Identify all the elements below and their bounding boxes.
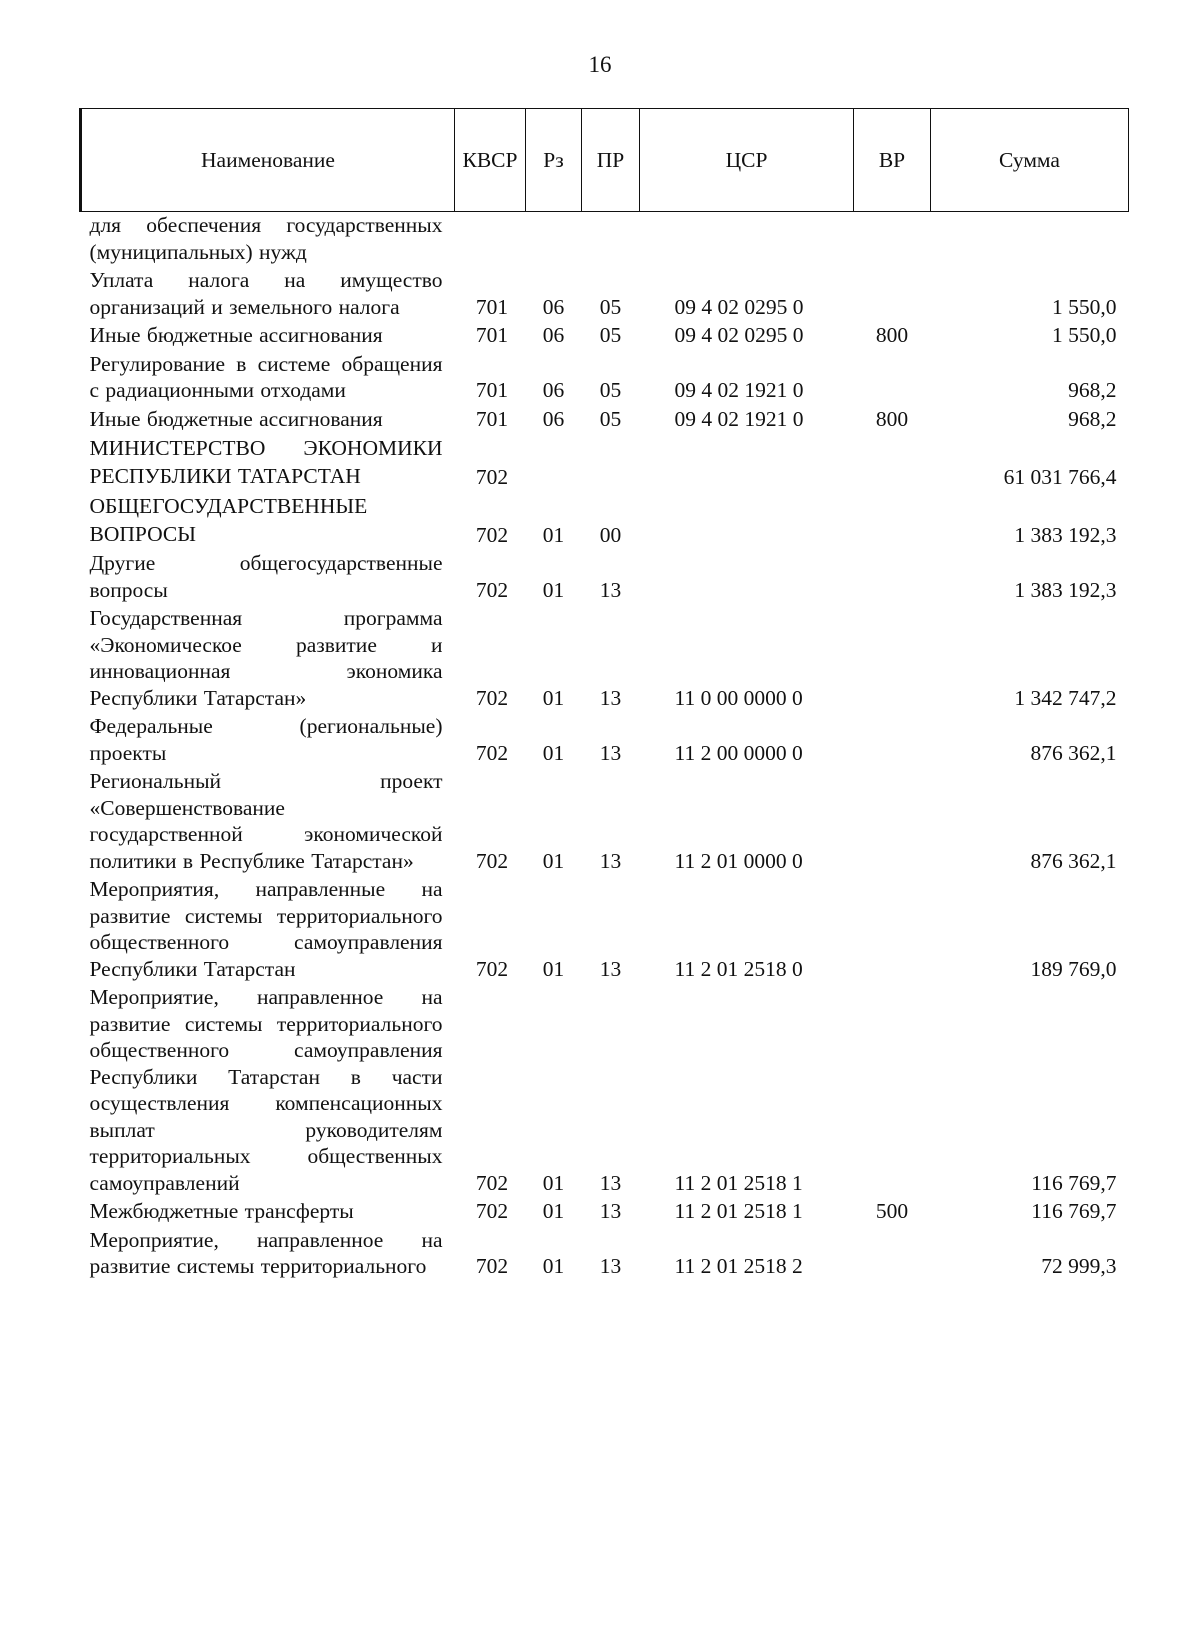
table-row xyxy=(81,322,1129,351)
cell-sum: 1 550,0 xyxy=(1052,323,1117,347)
cell-csr: 11 2 01 2518 1 xyxy=(674,1199,803,1223)
page-number: 16 xyxy=(588,52,612,77)
cell-rz: 06 xyxy=(542,378,565,402)
cell-pr: 00 xyxy=(599,522,622,547)
cell-rz: 01 xyxy=(542,740,565,765)
cell-name: Иные бюджетные ассигнования xyxy=(89,406,383,431)
cell-pr: 13 xyxy=(599,848,622,873)
cell-name: Межбюджетные трансферты xyxy=(89,1199,354,1223)
cell-csr xyxy=(640,550,854,605)
cell-rz: 01 xyxy=(542,522,565,547)
table-row xyxy=(81,212,1129,268)
cell-vr xyxy=(854,550,931,605)
cell-sum: 1 383 192,3 xyxy=(1014,577,1117,602)
cell-name: для обеспечения государственных (муниципальных) нужд xyxy=(89,213,443,264)
cell-sum: 876 362,1 xyxy=(1030,740,1117,765)
cell-csr xyxy=(640,434,854,492)
table-body xyxy=(81,212,1129,1282)
cell-pr: 05 xyxy=(599,323,622,347)
cell-kvsr: 702 xyxy=(475,1199,509,1223)
cell-csr xyxy=(640,492,854,550)
cell-pr: 13 xyxy=(599,1170,622,1195)
cell-vr: 500 xyxy=(875,1199,909,1223)
cell-vr xyxy=(854,876,931,984)
cell-vr xyxy=(854,713,931,768)
cell-vr: 800 xyxy=(875,323,909,347)
cell-kvsr: 701 xyxy=(475,378,509,402)
cell-name: Федеральные (региональные) проекты xyxy=(89,714,443,765)
cell-kvsr: 702 xyxy=(475,1254,509,1278)
cell-name: Мероприятие, направленное на развитие системы территориального общественного самоуправления Республики Татарстан в части осуществления компенсационных выплат руководителям территориальных общественных самоуправлений xyxy=(89,985,443,1195)
cell-pr xyxy=(582,212,640,268)
cell-csr: 09 4 02 0295 0 xyxy=(674,323,804,347)
cell-kvsr: 702 xyxy=(475,740,509,765)
cell-name: Государственная программа «Экономическое развитие и инновационная экономика Республики Татарстан» xyxy=(89,606,443,710)
cell-kvsr: 701 xyxy=(475,323,509,347)
cell-vr xyxy=(854,351,931,406)
cell-csr: 11 2 00 0000 0 xyxy=(674,740,803,765)
header-sum: Сумма xyxy=(931,109,1129,212)
cell-vr xyxy=(854,1227,931,1282)
cell-sum: 72 999,3 xyxy=(1041,1254,1117,1278)
table-row xyxy=(81,351,1129,406)
table-row xyxy=(81,550,1129,605)
cell-sum: 968,2 xyxy=(1068,378,1117,402)
cell-name: Мероприятия, направленные на развитие системы территориального общественного самоуправления Республики Татарстан xyxy=(89,877,443,981)
cell-sum: 116 769,7 xyxy=(1031,1170,1117,1195)
budget-table xyxy=(79,108,1129,1282)
cell-pr: 13 xyxy=(599,685,622,710)
cell-name: Другие общегосударственные вопросы xyxy=(89,551,443,602)
header-csr: ЦСР xyxy=(640,109,854,212)
cell-name: Региональный проект «Совершенствование государственной экономической политики в Республике Татарстан» xyxy=(89,769,443,873)
table-row xyxy=(81,492,1129,550)
cell-csr: 11 2 01 2518 0 xyxy=(674,956,803,981)
cell-vr: 800 xyxy=(875,406,909,431)
cell-sum: 116 769,7 xyxy=(1031,1199,1117,1223)
cell-sum: 1 383 192,3 xyxy=(1014,522,1117,547)
table-row xyxy=(81,713,1129,768)
cell-pr xyxy=(582,434,640,492)
cell-vr xyxy=(854,605,931,713)
cell-pr: 13 xyxy=(599,1254,622,1278)
cell-rz xyxy=(526,212,582,268)
header-rz: Рз xyxy=(526,109,582,212)
cell-csr: 11 2 01 0000 0 xyxy=(674,848,803,873)
cell-csr: 09 4 02 1921 0 xyxy=(674,406,804,431)
cell-csr: 09 4 02 1921 0 xyxy=(674,378,804,402)
table-row xyxy=(81,1227,1129,1282)
cell-sum xyxy=(931,212,1129,268)
cell-sum: 1 342 747,2 xyxy=(1014,685,1117,710)
cell-sum: 61 031 766,4 xyxy=(1003,464,1117,489)
cell-kvsr: 702 xyxy=(475,577,509,602)
cell-csr: 11 0 00 0000 0 xyxy=(674,685,803,710)
cell-rz: 01 xyxy=(542,956,565,981)
cell-kvsr: 702 xyxy=(475,685,509,710)
cell-sum: 189 769,0 xyxy=(1030,956,1117,981)
cell-rz: 01 xyxy=(542,848,565,873)
cell-sum: 876 362,1 xyxy=(1030,848,1117,873)
cell-pr: 13 xyxy=(599,1199,622,1223)
cell-rz: 06 xyxy=(542,323,565,347)
table-row xyxy=(81,984,1129,1198)
cell-rz: 01 xyxy=(542,1199,565,1223)
table-row xyxy=(81,267,1129,322)
cell-kvsr: 702 xyxy=(475,464,509,489)
header-kvsr: КВСР xyxy=(455,109,526,212)
cell-pr: 13 xyxy=(599,740,622,765)
header-vr: ВР xyxy=(854,109,931,212)
cell-csr: 11 2 01 2518 1 xyxy=(674,1170,803,1195)
header-pr: ПР xyxy=(582,109,640,212)
cell-kvsr: 701 xyxy=(475,406,509,431)
cell-name: Уплата налога на имущество организаций и земельного налога xyxy=(89,268,443,319)
cell-vr xyxy=(854,984,931,1198)
cell-kvsr: 702 xyxy=(475,956,509,981)
cell-vr xyxy=(854,768,931,876)
table-row xyxy=(81,434,1129,492)
cell-rz: 01 xyxy=(542,685,565,710)
cell-csr: 09 4 02 0295 0 xyxy=(674,294,804,319)
cell-sum: 1 550,0 xyxy=(1052,294,1117,319)
table-row xyxy=(81,768,1129,876)
cell-rz: 06 xyxy=(542,406,565,431)
cell-csr xyxy=(640,212,854,268)
cell-name: Иные бюджетные ассигнования xyxy=(89,323,383,347)
cell-vr xyxy=(854,212,931,268)
cell-pr: 05 xyxy=(599,406,622,431)
table-header xyxy=(81,109,1129,212)
table-row xyxy=(81,1198,1129,1227)
cell-name: ОБЩЕГОСУДАРСТВЕННЫЕ ВОПРОСЫ xyxy=(89,494,368,546)
cell-csr: 11 2 01 2518 2 xyxy=(674,1254,803,1278)
cell-rz: 01 xyxy=(542,1170,565,1195)
cell-pr: 05 xyxy=(599,378,622,402)
cell-kvsr: 701 xyxy=(475,294,509,319)
cell-rz xyxy=(526,434,582,492)
cell-vr xyxy=(854,434,931,492)
cell-rz: 06 xyxy=(542,294,565,319)
table-row xyxy=(81,406,1129,435)
cell-vr xyxy=(854,492,931,550)
cell-pr: 13 xyxy=(599,956,622,981)
table-row xyxy=(81,605,1129,713)
cell-rz: 01 xyxy=(542,577,565,602)
cell-sum: 968,2 xyxy=(1068,406,1117,431)
cell-rz: 01 xyxy=(542,1254,565,1278)
header-name: Наименование xyxy=(81,109,455,212)
cell-pr: 13 xyxy=(599,577,622,602)
cell-kvsr: 702 xyxy=(475,1170,509,1195)
cell-kvsr xyxy=(455,212,526,268)
cell-pr: 05 xyxy=(599,294,622,319)
cell-name: Регулирование в системе обращения с радиационными отходами xyxy=(89,351,443,402)
cell-kvsr: 702 xyxy=(475,522,509,547)
cell-name: МИНИСТЕРСТВО ЭКОНОМИКИ РЕСПУБЛИКИ ТАТАРСТАН xyxy=(89,436,443,488)
cell-vr xyxy=(854,267,931,322)
cell-kvsr: 702 xyxy=(475,848,509,873)
table-row xyxy=(81,876,1129,984)
cell-name: Мероприятие, направленное на развитие системы территориального xyxy=(89,1227,443,1278)
